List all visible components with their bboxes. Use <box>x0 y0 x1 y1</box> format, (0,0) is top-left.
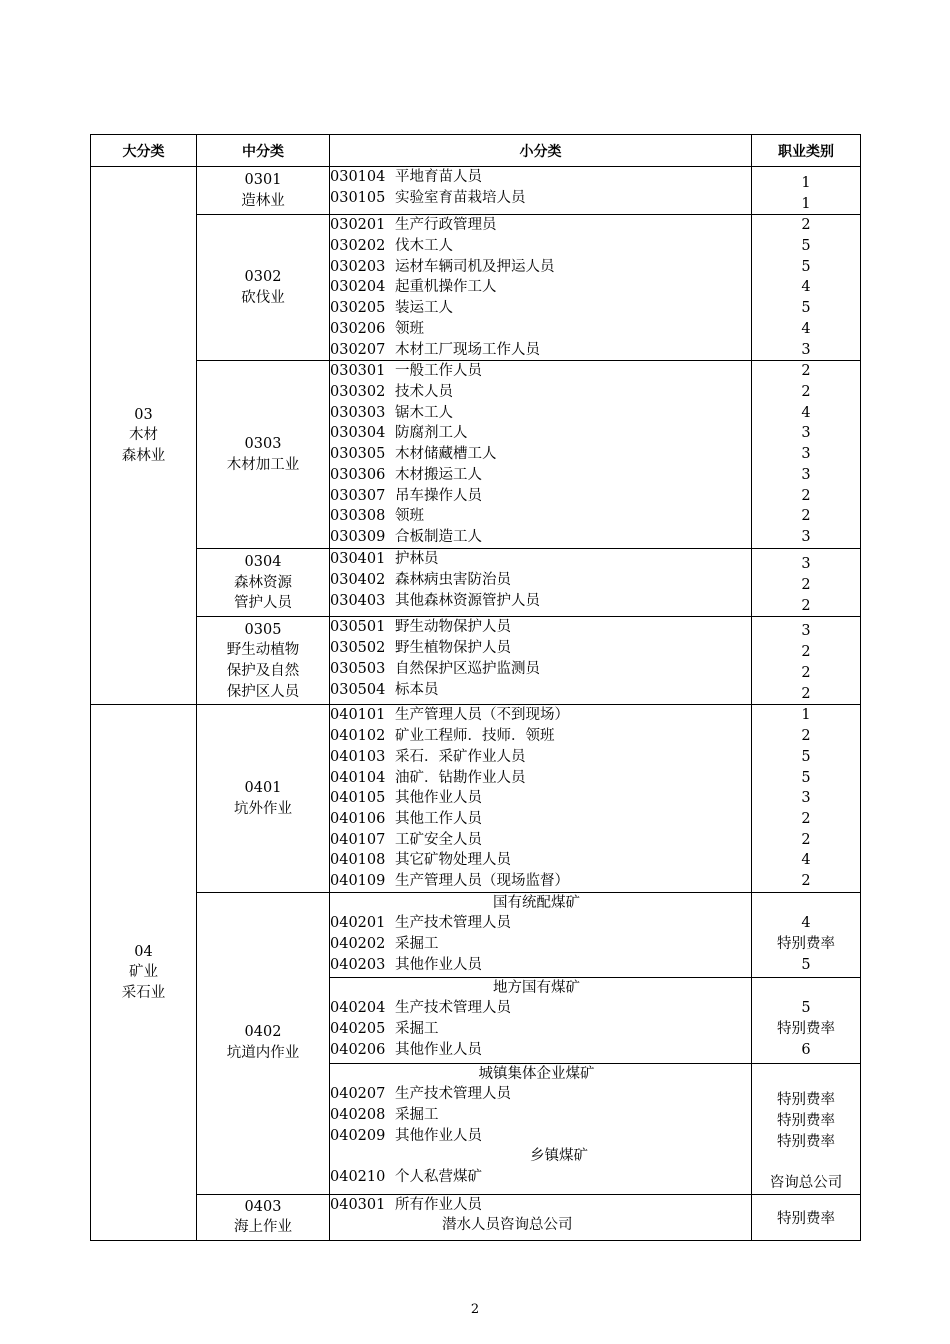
minor-list-0303 <box>330 361 752 549</box>
list-item: 040209 其他作业人员 <box>330 1127 482 1144</box>
subheading: 国有统配煤矿 <box>493 894 580 911</box>
major-04: 04 矿业 采石业 <box>91 705 197 1240</box>
list-item: 030104 平地育苗人员 <box>330 169 482 185</box>
list-item: 030502 野生植物保护人员 <box>330 640 511 657</box>
subheading: 城镇集体企业煤矿 <box>478 1065 595 1082</box>
class-list-0401: 1 2 5 5 3 2 2 4 2 <box>752 705 861 892</box>
minor-list-0402a <box>330 892 752 977</box>
list-item: 040205 采掘工 <box>330 1021 439 1037</box>
list-item: 040201 生产技术管理人员 <box>330 915 511 932</box>
list-item: 030402 森林病虫害防治员 <box>330 572 511 589</box>
list-item: 040103 采石．采矿作业人员 <box>330 748 526 765</box>
middle-0401: 0401 坑外作业 <box>197 705 330 892</box>
class-list-0402b: 5 特别费率 6 <box>752 977 861 1063</box>
list-item: 030201 生产行政管理员 <box>330 217 497 234</box>
list-item: 040108 其它矿物处理人员 <box>330 852 511 869</box>
note: 潜水人员咨询总公司 <box>442 1217 573 1234</box>
list-item: 040204 生产技术管理人员 <box>330 1000 511 1017</box>
header-minor: 小分类 <box>330 135 752 167</box>
minor-list-0403 <box>330 1194 752 1240</box>
list-item: 030304 防腐剂工人 <box>330 425 468 442</box>
list-item: 030503 自然保护区巡护监测员 <box>330 660 540 677</box>
middle-0403: 0403 海上作业 <box>197 1194 330 1240</box>
middle-0301: 0301 造林业 <box>197 167 330 215</box>
group-04-row-0401 <box>91 705 861 892</box>
occupation-table <box>90 134 861 1241</box>
list-item: 030105 实验室育苗栽培人员 <box>330 189 526 206</box>
list-item: 030205 装运工人 <box>330 300 453 317</box>
minor-list-0402b <box>330 977 752 1063</box>
group-04-row-0403 <box>91 1194 861 1240</box>
class-list-0303: 2 2 4 3 3 3 2 2 3 <box>752 361 861 549</box>
minor-list-0304 <box>330 549 752 617</box>
list-item: 040109 生产管理人员（现场监督） <box>330 872 569 889</box>
list-item: 040107 工矿安全人员 <box>330 831 482 848</box>
list-item: 030301 一般工作人员 <box>330 363 482 380</box>
group-03-row-0304 <box>91 549 861 617</box>
minor-list-0301 <box>330 167 752 215</box>
list-item: 040202 采掘工 <box>330 936 439 952</box>
minor-list-0402c <box>330 1063 752 1194</box>
class-list-0304: 3 2 2 <box>752 549 861 617</box>
minor-list-0302 <box>330 215 752 361</box>
minor-list-0401 <box>330 705 752 892</box>
list-item: 040101 生产管理人员（不到现场） <box>330 707 569 724</box>
header-row <box>91 135 861 167</box>
list-item: 040210 个人私营煤矿 <box>330 1169 482 1186</box>
list-item: 040206 其他作业人员 <box>330 1041 482 1058</box>
subheading: 地方国有煤矿 <box>493 979 580 996</box>
list-item: 030403 其他森林资源管护人员 <box>330 592 540 609</box>
class-list-0402c: 特别费率 特别费率 特别费率 咨询总公司 <box>752 1063 861 1194</box>
minor-list-0305 <box>330 617 752 705</box>
list-item: 040301 所有作业人员 <box>330 1196 482 1213</box>
list-item: 030306 木材搬运工人 <box>330 466 482 483</box>
subheading: 乡镇煤矿 <box>530 1148 588 1165</box>
list-item: 030308 领班 <box>330 508 424 525</box>
middle-0303: 0303 木材加工业 <box>197 361 330 549</box>
list-item: 030303 锯木工人 <box>330 404 453 421</box>
list-item: 030309 合板制造工人 <box>330 528 482 545</box>
header-major: 大分类 <box>91 135 197 167</box>
list-item: 040104 油矿．钻勘作业人员 <box>330 769 526 786</box>
list-item: 030401 护林员 <box>330 551 439 568</box>
page-number: 2 <box>470 1302 480 1317</box>
middle-0304: 0304 森林资源 管护人员 <box>197 549 330 617</box>
group-03-row-0301 <box>91 167 861 215</box>
header-class: 职业类别 <box>752 135 861 167</box>
major-03: 03 木材 森林业 <box>91 167 197 705</box>
list-item: 030204 起重机操作工人 <box>330 279 497 296</box>
class-list-0302: 2 5 5 4 5 4 3 <box>752 215 861 361</box>
list-item: 030202 伐木工人 <box>330 238 453 255</box>
list-item: 030207 木材工厂现场工作人员 <box>330 341 540 358</box>
list-item: 030302 技术人员 <box>330 384 453 401</box>
group-03-row-0305 <box>91 617 861 705</box>
list-item: 040106 其他工作人员 <box>330 810 482 827</box>
header-middle: 中分类 <box>197 135 330 167</box>
group-04-row-0402a <box>91 892 861 977</box>
list-item: 030305 木材储藏槽工人 <box>330 446 497 463</box>
class-list-0301: 1 1 <box>752 167 861 215</box>
list-item: 040105 其他作业人员 <box>330 790 482 807</box>
class-0403: 特别费率 <box>752 1194 861 1240</box>
group-03-row-0303 <box>91 361 861 549</box>
group-03-row-0302 <box>91 215 861 361</box>
class-list-0305: 3 2 2 2 <box>752 617 861 705</box>
list-item: 040203 其他作业人员 <box>330 956 482 973</box>
list-item: 030501 野生动物保护人员 <box>330 619 511 636</box>
middle-0302: 0302 砍伐业 <box>197 215 330 361</box>
list-item: 040102 矿业工程师．技师．领班 <box>330 728 555 745</box>
middle-0305: 0305 野生动植物 保护及自然 保护区人员 <box>197 617 330 705</box>
middle-0402: 0402 坑道内作业 <box>197 892 330 1194</box>
list-item: 030504 标本员 <box>330 681 439 698</box>
list-item: 030206 领班 <box>330 320 424 337</box>
list-item: 040207 生产技术管理人员 <box>330 1086 511 1103</box>
class-list-0402a: 4 特别费率 5 <box>752 892 861 977</box>
list-item: 040208 采掘工 <box>330 1107 439 1123</box>
list-item: 030203 运材车辆司机及押运人员 <box>330 258 555 275</box>
list-item: 030307 吊车操作人员 <box>330 487 482 504</box>
